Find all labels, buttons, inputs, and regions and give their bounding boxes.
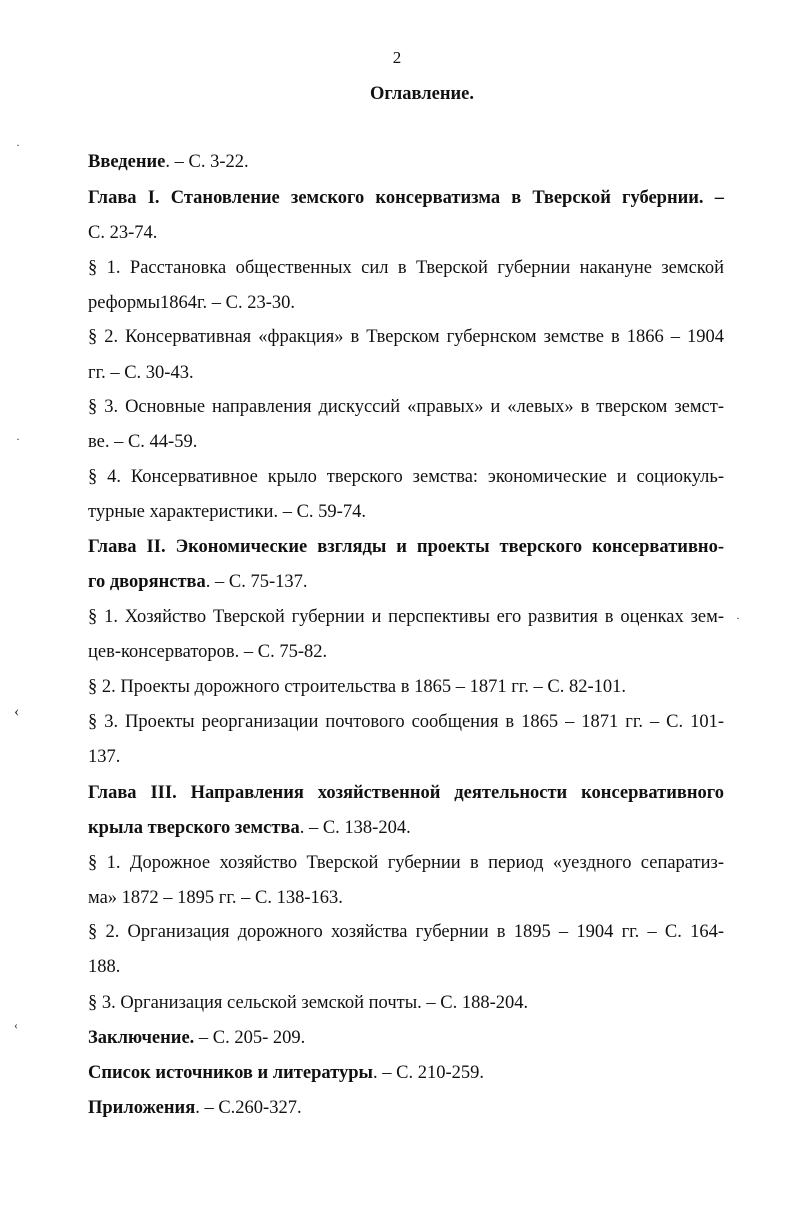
- toc-entry-intro[interactable]: [88, 151, 724, 173]
- scan-speck: ‹: [14, 703, 20, 720]
- chapter-1-title[interactable]: Глава I. Становление земского консерватизма в Тверской губернии. –: [88, 188, 724, 208]
- toc-entry-conclusion[interactable]: [88, 1027, 724, 1049]
- chapter-2-section-3[interactable]: § 3. Проекты реорганизации почтового сообщения в 1865 – 1871 гг. – С. 101-: [88, 712, 724, 732]
- chapter-1-section-1-cont: реформы1864г. – С. 23-30.: [88, 293, 296, 313]
- chapter-1-pages: С. 23-74.: [88, 223, 158, 243]
- toc-entry-pages: . – С.260-327.: [195, 1098, 302, 1118]
- chapter-3-title-cont: [88, 817, 724, 839]
- scan-speck: ·: [16, 432, 20, 446]
- chapter-3-section-1-cont: ма» 1872 – 1895 гг. – С. 138-163.: [88, 888, 343, 908]
- toc-entry-pages: – С. 205- 209.: [194, 1028, 306, 1048]
- chapter-1-section-4[interactable]: § 4. Консервативное крыло тверского земства: экономические и социокуль-: [88, 467, 724, 487]
- chapter-3-section-1[interactable]: § 1. Дорожное хозяйство Тверской губернии в период «уездного сепаратиз-: [88, 853, 724, 873]
- chapter-1-section-4-cont: турные характеристики. – С. 59-74.: [88, 502, 366, 522]
- chapter-2-section-1-cont: цев-консерваторов. – С. 75-82.: [88, 642, 328, 662]
- toc-entry-pages: . – С. 138-204.: [299, 818, 411, 838]
- toc-entry-title: Приложения: [88, 1098, 196, 1118]
- toc-entry-pages: . – С. 210-259.: [373, 1063, 484, 1083]
- chapter-2-title-cont: [88, 571, 724, 593]
- toc-entry-pages: . – С. 3-22.: [165, 152, 249, 172]
- page-number: 2: [392, 48, 402, 67]
- toc-entry-title: крыла тверского земства: [88, 818, 300, 838]
- chapter-1-section-2[interactable]: § 2. Консервативная «фракция» в Тверском губернском земстве в 1866 – 1904: [88, 327, 724, 347]
- chapter-1-section-3[interactable]: § 3. Основные направления дискуссий «правых» и «левых» в тверском земст-: [88, 397, 724, 417]
- chapter-2-title[interactable]: Глава II. Экономические взгляды и проекты тверского консервативно-: [88, 537, 724, 557]
- toc-title: Оглавление.: [370, 84, 474, 104]
- chapter-1-section-3-cont: ве. – С. 44-59.: [88, 432, 198, 452]
- scan-speck: ·: [16, 138, 20, 152]
- toc-entry-title: го дворянства: [88, 572, 206, 592]
- chapter-2-section-1[interactable]: § 1. Хозяйство Тверской губернии и перспективы его развития в оценках зем-: [88, 607, 724, 627]
- toc-entry-pages: . – С. 75-137.: [205, 572, 308, 592]
- toc-entry-title: Список источников и литературы: [88, 1063, 373, 1083]
- toc-entry-title: Введение: [88, 152, 166, 172]
- chapter-3-title[interactable]: Глава III. Направления хозяйственной деятельности консервативного: [88, 783, 724, 803]
- chapter-2-section-3-cont: 137.: [88, 747, 121, 767]
- toc-entry-title: Заключение.: [88, 1028, 195, 1048]
- chapter-3-section-2[interactable]: § 2. Организация дорожного хозяйства губернии в 1895 – 1904 гг. – С. 164-: [88, 922, 724, 942]
- chapter-2-section-2[interactable]: § 2. Проекты дорожного строительства в 1865 – 1871 гг. – С. 82-101.: [88, 677, 627, 697]
- chapter-1-section-2-cont: гг. – С. 30-43.: [88, 363, 194, 383]
- scan-speck: ·: [736, 611, 740, 625]
- scan-speck: ‹: [14, 1018, 18, 1032]
- toc-entry-sources[interactable]: [88, 1062, 724, 1084]
- chapter-3-section-2-cont: 188.: [88, 957, 121, 977]
- toc-entry-appendix[interactable]: [88, 1097, 724, 1119]
- chapter-3-section-3[interactable]: § 3. Организация сельской земской почты. – С. 188-204.: [88, 993, 529, 1013]
- chapter-1-section-1[interactable]: § 1. Расстановка общественных сил в Тверской губернии накануне земской: [88, 258, 724, 278]
